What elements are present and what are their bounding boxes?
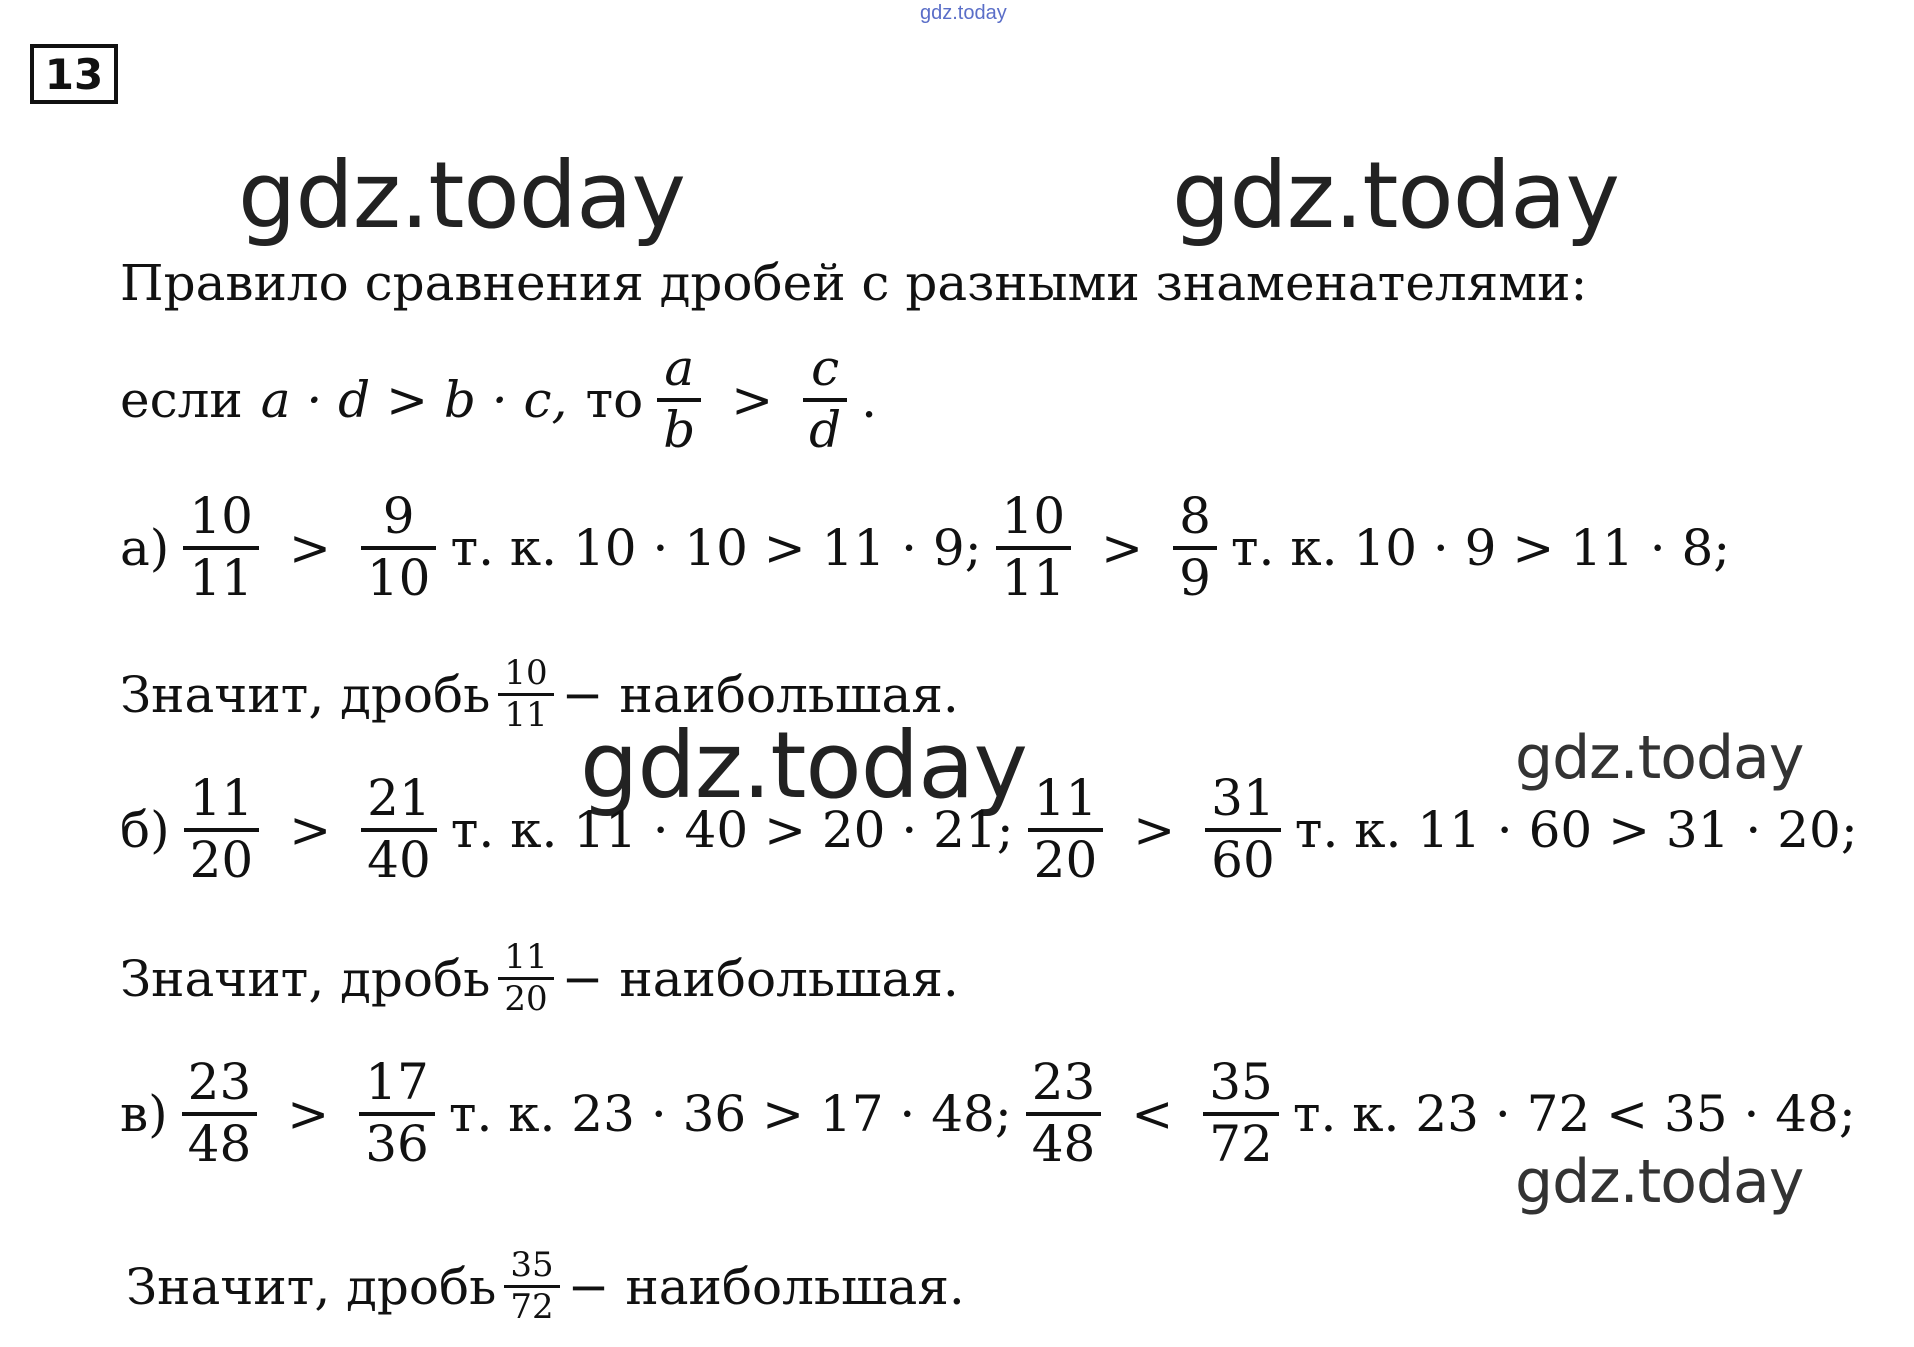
- fraction: [182, 1054, 258, 1173]
- part-label: б): [120, 800, 170, 859]
- fraction: [498, 938, 553, 1019]
- fraction-numerator: 31: [1211, 769, 1275, 827]
- watermark-text: gdz.today: [1515, 723, 1804, 793]
- fraction-numerator: 11: [504, 937, 548, 977]
- fraction-numerator: 11: [1033, 769, 1098, 827]
- if-word: если: [120, 370, 243, 429]
- fraction: [1203, 1054, 1279, 1173]
- relation-sign: >: [1133, 800, 1176, 859]
- fraction-denominator: 20: [1033, 830, 1098, 889]
- fraction-numerator: 10: [1001, 487, 1066, 545]
- fraction: [1028, 770, 1104, 889]
- fraction-numerator: 21: [367, 769, 431, 827]
- fraction: [996, 488, 1072, 607]
- conclusion-prefix: Значит, дробь: [120, 949, 491, 1008]
- part-label: а): [120, 518, 170, 577]
- fraction-denominator: 36: [365, 1114, 429, 1173]
- fraction: [504, 1246, 559, 1327]
- fraction-numerator: 10: [504, 653, 548, 693]
- fraction-denominator: 20: [189, 830, 254, 889]
- conclusion-suffix: − наибольшая.: [561, 949, 959, 1008]
- rule-condition: a · d > b · c,: [260, 370, 568, 429]
- fraction-denominator: 72: [510, 1287, 554, 1328]
- fraction-denominator: 11: [1001, 548, 1066, 607]
- fraction-numerator: 8: [1179, 487, 1211, 545]
- watermark-text: gdz.today: [238, 142, 685, 249]
- relation-sign: >: [731, 370, 774, 429]
- rule-title-line: [120, 254, 1588, 312]
- fraction-numerator: 17: [365, 1053, 429, 1111]
- part-c-comparison: [120, 1054, 1856, 1173]
- fraction-denominator: 11: [504, 695, 548, 736]
- comparison-reason: т. к. 11 · 60 > 31 · 20;: [1294, 800, 1858, 859]
- fraction-numerator: 23: [1031, 1053, 1096, 1111]
- comparison-reason: т. к. 10 · 9 > 11 · 8;: [1230, 518, 1731, 577]
- part-a-conclusion: [120, 654, 959, 735]
- fraction-denominator: 40: [367, 830, 431, 889]
- fraction: [1205, 770, 1281, 889]
- conclusion-prefix: Значит, дробь: [120, 665, 491, 724]
- then-word: то: [585, 370, 644, 429]
- relation-sign: <: [1131, 1084, 1174, 1143]
- fraction-denominator: 72: [1209, 1114, 1273, 1173]
- rule-end: .: [861, 370, 878, 429]
- relation-sign: >: [287, 1084, 330, 1143]
- top-watermark: gdz.today: [920, 2, 1007, 24]
- rule-fraction-c-d: [803, 340, 847, 459]
- fraction-denominator: 48: [187, 1114, 252, 1173]
- fraction: [359, 1054, 435, 1173]
- comparison-reason: т. к. 10 · 10 > 11 · 9;: [450, 518, 982, 577]
- fraction-denominator: 11: [189, 548, 253, 607]
- fraction-numerator: 9: [382, 487, 415, 545]
- fraction: [1026, 1054, 1102, 1173]
- fraction-denominator: 9: [1179, 548, 1211, 607]
- part-c-conclusion: [126, 1246, 965, 1327]
- fraction-denominator: 10: [366, 548, 431, 607]
- rule-condition-line: [120, 340, 877, 459]
- comparison-reason: т. к. 11 · 40 > 20 · 21;: [450, 800, 1014, 859]
- fraction-denominator: 20: [504, 979, 548, 1020]
- fraction-denominator: d: [809, 400, 842, 459]
- fraction-numerator: 35: [510, 1245, 554, 1285]
- relation-sign: >: [1101, 518, 1144, 577]
- conclusion-suffix: − наибольшая.: [567, 1257, 965, 1316]
- fraction-numerator: a: [664, 339, 695, 397]
- fraction-denominator: b: [663, 400, 696, 459]
- watermark-text: gdz.today: [1172, 142, 1619, 249]
- fraction: [184, 770, 260, 889]
- part-b-comparison: [120, 770, 1858, 889]
- rule-title: Правило сравнения дробей с разными знаменателями:: [120, 254, 1588, 312]
- fraction: [498, 654, 553, 735]
- relation-sign: >: [289, 800, 332, 859]
- relation-sign: >: [288, 518, 331, 577]
- part-a-comparison: [120, 488, 1730, 607]
- conclusion-suffix: − наибольшая.: [561, 665, 959, 724]
- fraction-numerator: 11: [189, 769, 254, 827]
- fraction-numerator: 23: [187, 1053, 252, 1111]
- conclusion-prefix: Значит, дробь: [126, 1257, 497, 1316]
- task-number-badge: 13: [30, 44, 118, 104]
- rule-fraction-a-b: [657, 340, 701, 459]
- comparison-reason: т. к. 23 · 36 > 17 · 48;: [448, 1084, 1012, 1143]
- watermark-text: gdz.today: [580, 712, 1027, 819]
- part-label: в): [120, 1084, 168, 1143]
- fraction-numerator: 10: [189, 487, 253, 545]
- fraction: [1173, 488, 1217, 607]
- watermark-text: gdz.today: [1515, 1147, 1804, 1217]
- fraction-denominator: 48: [1031, 1114, 1096, 1173]
- fraction: [361, 770, 437, 889]
- fraction-denominator: 60: [1211, 830, 1275, 889]
- fraction: [183, 488, 259, 607]
- fraction: [361, 488, 437, 607]
- fraction-numerator: c: [811, 339, 840, 397]
- comparison-reason: т. к. 23 · 72 < 35 · 48;: [1292, 1084, 1856, 1143]
- fraction-numerator: 35: [1209, 1053, 1273, 1111]
- part-b-conclusion: [120, 938, 959, 1019]
